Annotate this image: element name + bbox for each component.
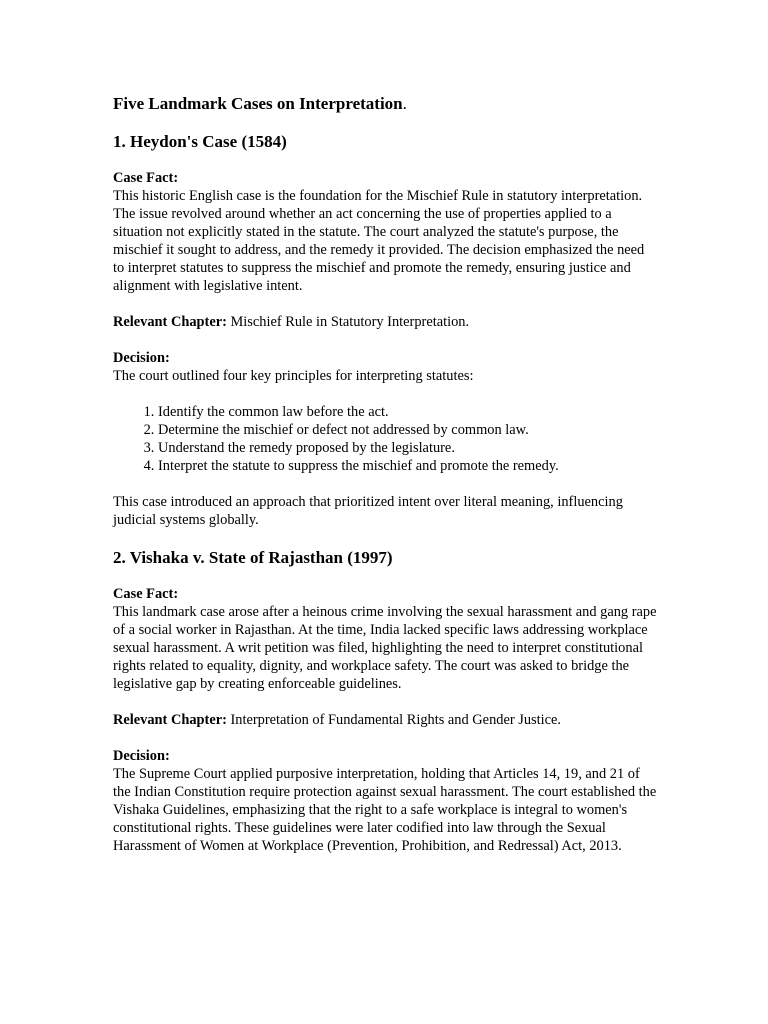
relevant-chapter [113,711,658,729]
document-title-period: . [402,94,407,113]
case-heading: 1. Heydon's Case (1584) [113,132,287,151]
relevant-chapter-label: Relevant Chapter: [113,712,227,728]
decision-label: Decision: [113,748,170,764]
case-section-vishaka [113,547,658,855]
relevant-chapter-text: Interpretation of Fundamental Rights and Gender Justice. [226,712,562,728]
decision-intro: The court outlined four key principles for interpreting statutes: [113,368,474,384]
case-heading: 2. Vishaka v. State of Rajasthan (1997) [113,548,393,567]
document-page [113,93,658,873]
list-item: 2. Determine the mischief or defect not addressed by common law. [158,421,658,439]
case-conclusion: This case introduced an approach that prioritized intent over literal meaning, influencing judicial systems globally. [113,494,623,528]
list-item: 4. Interpret the statute to suppress the mischief and promote the remedy. [158,457,658,475]
decision-label: Decision: [113,350,170,366]
case-section-heydon [113,131,658,529]
list-item: 3. Understand the remedy proposed by the legislature. [158,439,658,457]
case-fact-text: This historic English case is the foundation for the Mischief Rule in statutory interpretation. The issue revolved around whether an act concerning the use of properties applied to a situation not explicitly stated in the statute. The court analyzed the statute's purpose, the mischief it sought to address, and the remedy it provided. The decision emphasized the need to interpret statutes to suppress the mischief and promote the remedy, ensuring justice and alignment with legislative intent. [113,188,645,294]
list-item: 1. Identify the common law before the act. [158,403,658,421]
case-fact-label: Case Fact: [113,586,179,602]
decision-text: The Supreme Court applied purposive interpretation, holding that Articles 14, 19, and 21 of the Indian Constitution require protection against sexual harassment. The court established the Vishaka Guidelines, emphasizing that the right to a safe workplace is integral to women's constitutional rights. These guidelines were later codified into law through the Sexual Harassment of Women at Workplace (Prevention, Prohibition, and Redressal) Act, 2013. [113,766,657,854]
case-fact-text: This landmark case arose after a heinous crime involving the sexual harassment and gang rape of a social worker in Rajasthan. At the time, India lacked specific laws addressing workplace sexual harassment. A writ petition was filed, highlighting the need to interpret constitutional rights related to equality, dignity, and workplace safety. The court was asked to bridge the legislative gap by creating enforceable guidelines. [113,604,657,692]
document-title-text: Five Landmark Cases on Interpretation [113,94,403,113]
principles-list [113,403,658,475]
relevant-chapter-text: Mischief Rule in Statutory Interpretation. [226,314,470,330]
document-title [113,93,658,115]
case-fact-label: Case Fact: [113,170,179,186]
relevant-chapter [113,313,658,331]
relevant-chapter-label: Relevant Chapter: [113,314,227,330]
